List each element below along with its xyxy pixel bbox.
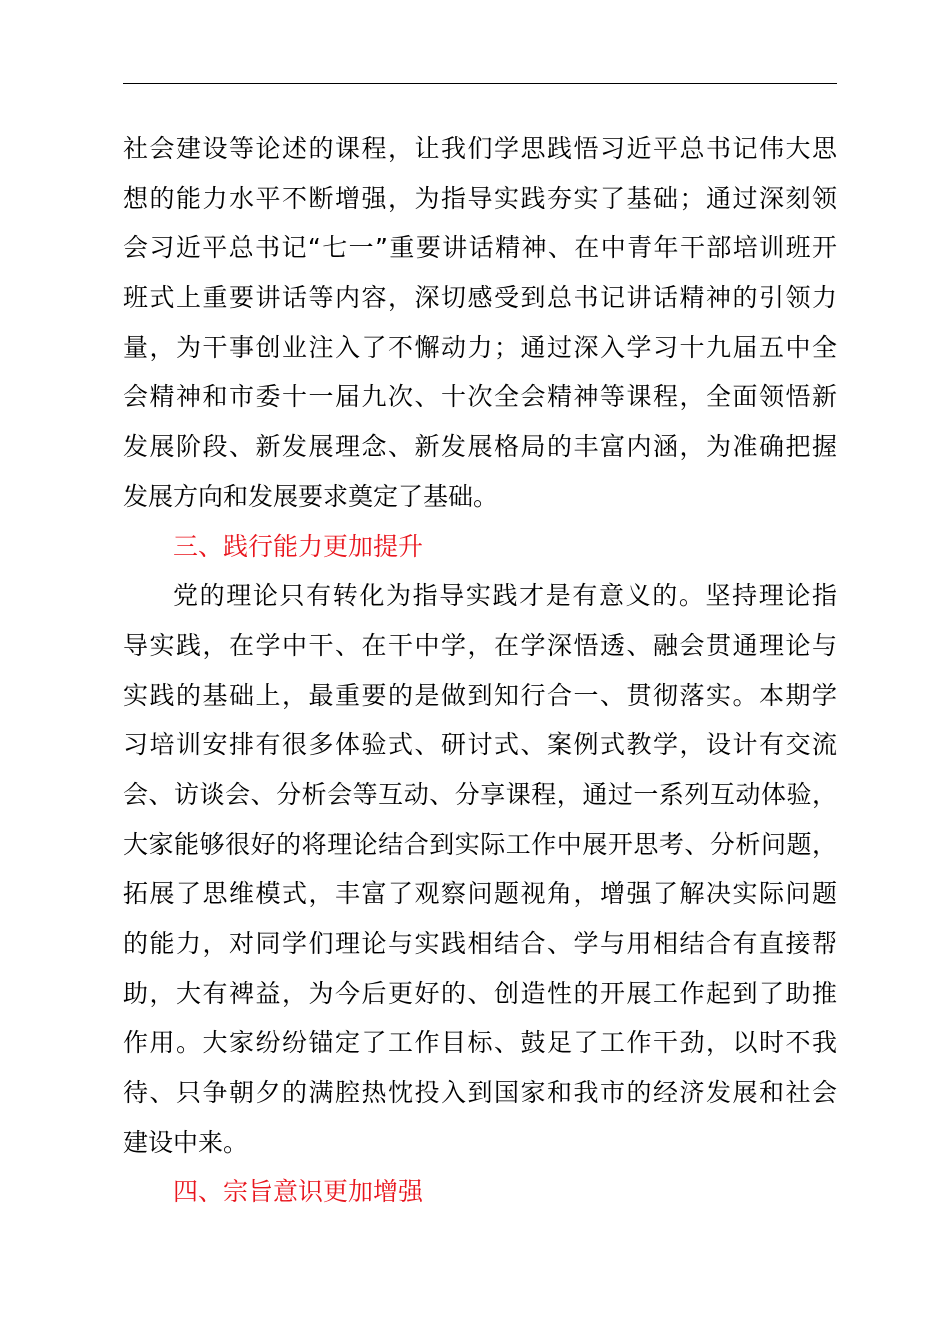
- text-line: 会、访谈会、分析会等互动、分享课程，通过一系列互动体验，: [123, 779, 837, 809]
- text-line: 班式上重要讲话等内容，深切感受到总书记讲话精神的引领力: [123, 283, 837, 313]
- paragraph-1: [123, 124, 837, 522]
- header-divider: [123, 83, 837, 84]
- text-line: 社会建设等论述的课程，让我们学思践悟习近平总书记伟大思: [123, 134, 837, 163]
- text-line: 导实践，在学中干、在干中学，在学深悟透、融会贯通理论与: [123, 630, 837, 660]
- paragraph-2: [123, 571, 837, 1167]
- text-line: 作用。大家纷纷锚定了工作目标、鼓足了工作干劲，以时不我: [123, 1028, 837, 1058]
- text-line: 拓展了思维模式，丰富了观察问题视角，增强了解决实际问题: [123, 879, 837, 909]
- text-line: 大家能够很好的将理论结合到实际工作中展开思考、分析问题，: [123, 829, 837, 859]
- text-line: 建设中来。: [123, 1127, 249, 1157]
- text-line: 量，为干事创业注入了不懈动力；通过深入学习十九届五中全: [123, 332, 837, 362]
- text-line: 习培训安排有很多体验式、研讨式、案例式教学，设计有交流: [123, 730, 837, 760]
- text-line: 助，大有裨益，为今后更好的、创造性的开展工作起到了助推: [123, 978, 837, 1008]
- text-line: 的能力，对同学们理论与实践相结合、学与用相结合有直接帮: [123, 929, 837, 958]
- text-line: 想的能力水平不断增强，为指导实践夯实了基础；通过深刻领: [123, 183, 837, 213]
- text-line: 发展方向和发展要求奠定了基础。: [123, 481, 499, 511]
- text-line: 待、只争朝夕的满腔热忱投入到国家和我市的经济发展和社会: [123, 1078, 837, 1108]
- document-body: [123, 124, 837, 1217]
- section-heading-3: 三、践行能力更加提升: [173, 531, 424, 561]
- text-line: 会精神和市委十一届九次、十次全会精神等课程，全面领悟新: [123, 382, 837, 412]
- section-heading-4: 四、宗旨意识更加增强: [173, 1177, 424, 1207]
- text-line: 党的理论只有转化为指导实践才是有意义的。坚持理论指: [173, 581, 837, 611]
- text-line: 发展阶段、新发展理念、新发展格局的丰富内涵，为准确把握: [123, 432, 837, 462]
- text-line: 实践的基础上，最重要的是做到知行合一、贯彻落实。本期学: [123, 680, 837, 710]
- text-line: 会习近平总书记“七一”重要讲话精神、在中青年干部培训班开: [123, 233, 837, 263]
